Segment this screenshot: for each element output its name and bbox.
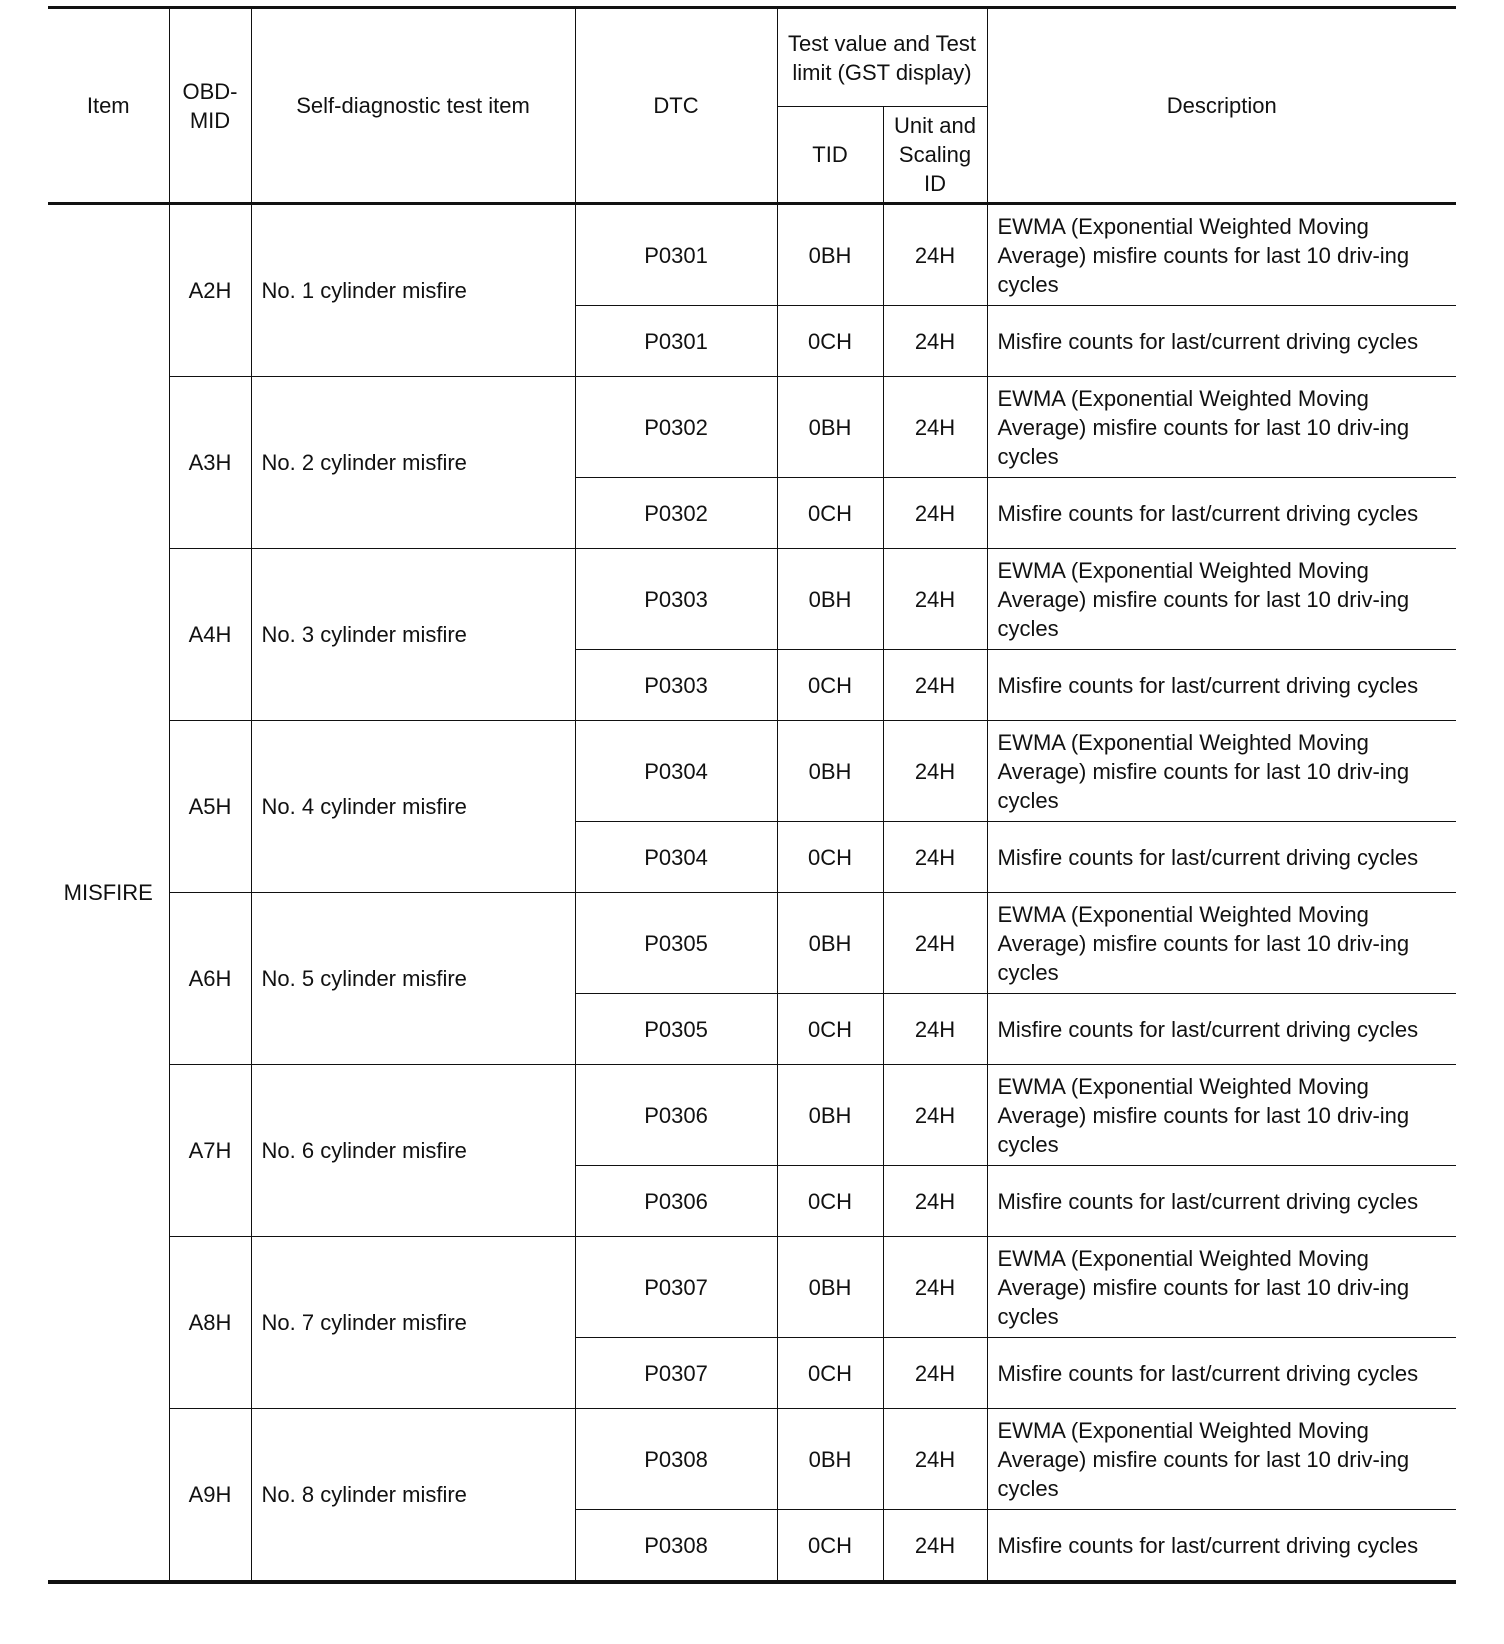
obd-mid-cell: A5H: [169, 721, 251, 893]
dtc-cell: P0308: [575, 1510, 777, 1583]
description-cell: Misfire counts for last/current driving cycles: [987, 1510, 1456, 1583]
obd-mid-cell: A2H: [169, 204, 251, 377]
header-obd-mid: OBD-MID: [169, 8, 251, 204]
unit-scaling-cell: 24H: [883, 1166, 987, 1237]
unit-scaling-cell: 24H: [883, 204, 987, 306]
dtc-cell: P0307: [575, 1338, 777, 1409]
description-cell: EWMA (Exponential Weighted Moving Average) misfire counts for last 10 driv-ing cycles: [987, 1065, 1456, 1166]
dtc-cell: P0307: [575, 1237, 777, 1338]
unit-scaling-cell: 24H: [883, 478, 987, 549]
test-item-cell: No. 3 cylinder misfire: [251, 549, 575, 721]
unit-scaling-cell: 24H: [883, 1338, 987, 1409]
table-row: [48, 549, 1456, 650]
tid-cell: 0BH: [777, 893, 883, 994]
dtc-cell: P0303: [575, 549, 777, 650]
test-item-cell: No. 6 cylinder misfire: [251, 1065, 575, 1237]
header-description: Description: [987, 8, 1456, 204]
table-row: [48, 893, 1456, 994]
tid-cell: 0CH: [777, 1510, 883, 1583]
tid-cell: 0BH: [777, 1237, 883, 1338]
tid-cell: 0CH: [777, 306, 883, 377]
tid-cell: 0CH: [777, 822, 883, 893]
unit-scaling-cell: 24H: [883, 1065, 987, 1166]
test-item-cell: No. 7 cylinder misfire: [251, 1237, 575, 1409]
obd-mid-cell: A7H: [169, 1065, 251, 1237]
dtc-cell: P0306: [575, 1166, 777, 1237]
unit-scaling-cell: 24H: [883, 721, 987, 822]
description-cell: EWMA (Exponential Weighted Moving Average) misfire counts for last 10 driv-ing cycles: [987, 204, 1456, 306]
dtc-cell: P0305: [575, 994, 777, 1065]
description-cell: Misfire counts for last/current driving cycles: [987, 478, 1456, 549]
dtc-cell: P0301: [575, 204, 777, 306]
tid-cell: 0BH: [777, 1065, 883, 1166]
dtc-cell: P0302: [575, 377, 777, 478]
test-item-cell: No. 4 cylinder misfire: [251, 721, 575, 893]
unit-scaling-cell: 24H: [883, 306, 987, 377]
obd-mid-cell: A9H: [169, 1409, 251, 1583]
tid-cell: 0CH: [777, 478, 883, 549]
table-row: [48, 377, 1456, 478]
unit-scaling-cell: 24H: [883, 650, 987, 721]
description-cell: Misfire counts for last/current driving cycles: [987, 1338, 1456, 1409]
test-item-cell: No. 1 cylinder misfire: [251, 204, 575, 377]
obd-mid-cell: A4H: [169, 549, 251, 721]
description-cell: EWMA (Exponential Weighted Moving Average) misfire counts for last 10 driv-ing cycles: [987, 377, 1456, 478]
unit-scaling-cell: 24H: [883, 549, 987, 650]
description-cell: Misfire counts for last/current driving cycles: [987, 1166, 1456, 1237]
unit-scaling-cell: 24H: [883, 1510, 987, 1583]
unit-scaling-cell: 24H: [883, 893, 987, 994]
tid-cell: 0BH: [777, 1409, 883, 1510]
header-test-item: Self-diagnostic test item: [251, 8, 575, 204]
description-cell: Misfire counts for last/current driving cycles: [987, 650, 1456, 721]
unit-scaling-cell: 24H: [883, 1237, 987, 1338]
unit-scaling-cell: 24H: [883, 822, 987, 893]
obd-mid-cell: A6H: [169, 893, 251, 1065]
test-item-cell: No. 5 cylinder misfire: [251, 893, 575, 1065]
table-row: [48, 1065, 1456, 1166]
item-cell: MISFIRE: [48, 204, 169, 1583]
description-cell: Misfire counts for last/current driving cycles: [987, 822, 1456, 893]
tid-cell: 0BH: [777, 377, 883, 478]
header-item: Item: [48, 8, 169, 204]
table-row: [48, 1237, 1456, 1338]
tid-cell: 0BH: [777, 204, 883, 306]
description-cell: EWMA (Exponential Weighted Moving Average) misfire counts for last 10 driv-ing cycles: [987, 549, 1456, 650]
tid-cell: 0BH: [777, 721, 883, 822]
header-unit-scaling: Unit and Scaling ID: [883, 107, 987, 204]
test-item-cell: No. 2 cylinder misfire: [251, 377, 575, 549]
dtc-cell: P0302: [575, 478, 777, 549]
description-cell: Misfire counts for last/current driving cycles: [987, 306, 1456, 377]
table-header: [48, 8, 1456, 204]
tid-cell: 0BH: [777, 549, 883, 650]
unit-scaling-cell: 24H: [883, 994, 987, 1065]
dtc-cell: P0308: [575, 1409, 777, 1510]
description-cell: EWMA (Exponential Weighted Moving Average) misfire counts for last 10 driv-ing cycles: [987, 1409, 1456, 1510]
table-row: [48, 721, 1456, 822]
dtc-cell: P0305: [575, 893, 777, 994]
table-body: [48, 204, 1456, 1583]
obd-mid-cell: A3H: [169, 377, 251, 549]
obd-mid-cell: A8H: [169, 1237, 251, 1409]
test-item-cell: No. 8 cylinder misfire: [251, 1409, 575, 1583]
dtc-cell: P0303: [575, 650, 777, 721]
description-cell: EWMA (Exponential Weighted Moving Average) misfire counts for last 10 driv-ing cycles: [987, 1237, 1456, 1338]
unit-scaling-cell: 24H: [883, 1409, 987, 1510]
dtc-cell: P0306: [575, 1065, 777, 1166]
header-test-value-group: Test value and Test limit (GST display): [777, 8, 987, 107]
tid-cell: 0CH: [777, 650, 883, 721]
header-tid: TID: [777, 107, 883, 204]
table-row: [48, 204, 1456, 306]
description-cell: EWMA (Exponential Weighted Moving Average) misfire counts for last 10 driv-ing cycles: [987, 893, 1456, 994]
dtc-cell: P0301: [575, 306, 777, 377]
obd-mid-table: [48, 6, 1456, 1584]
header-dtc: DTC: [575, 8, 777, 204]
dtc-cell: P0304: [575, 721, 777, 822]
tid-cell: 0CH: [777, 1166, 883, 1237]
unit-scaling-cell: 24H: [883, 377, 987, 478]
description-cell: EWMA (Exponential Weighted Moving Average) misfire counts for last 10 driv-ing cycles: [987, 721, 1456, 822]
description-cell: Misfire counts for last/current driving cycles: [987, 994, 1456, 1065]
tid-cell: 0CH: [777, 994, 883, 1065]
tid-cell: 0CH: [777, 1338, 883, 1409]
dtc-cell: P0304: [575, 822, 777, 893]
table-row: [48, 1409, 1456, 1510]
